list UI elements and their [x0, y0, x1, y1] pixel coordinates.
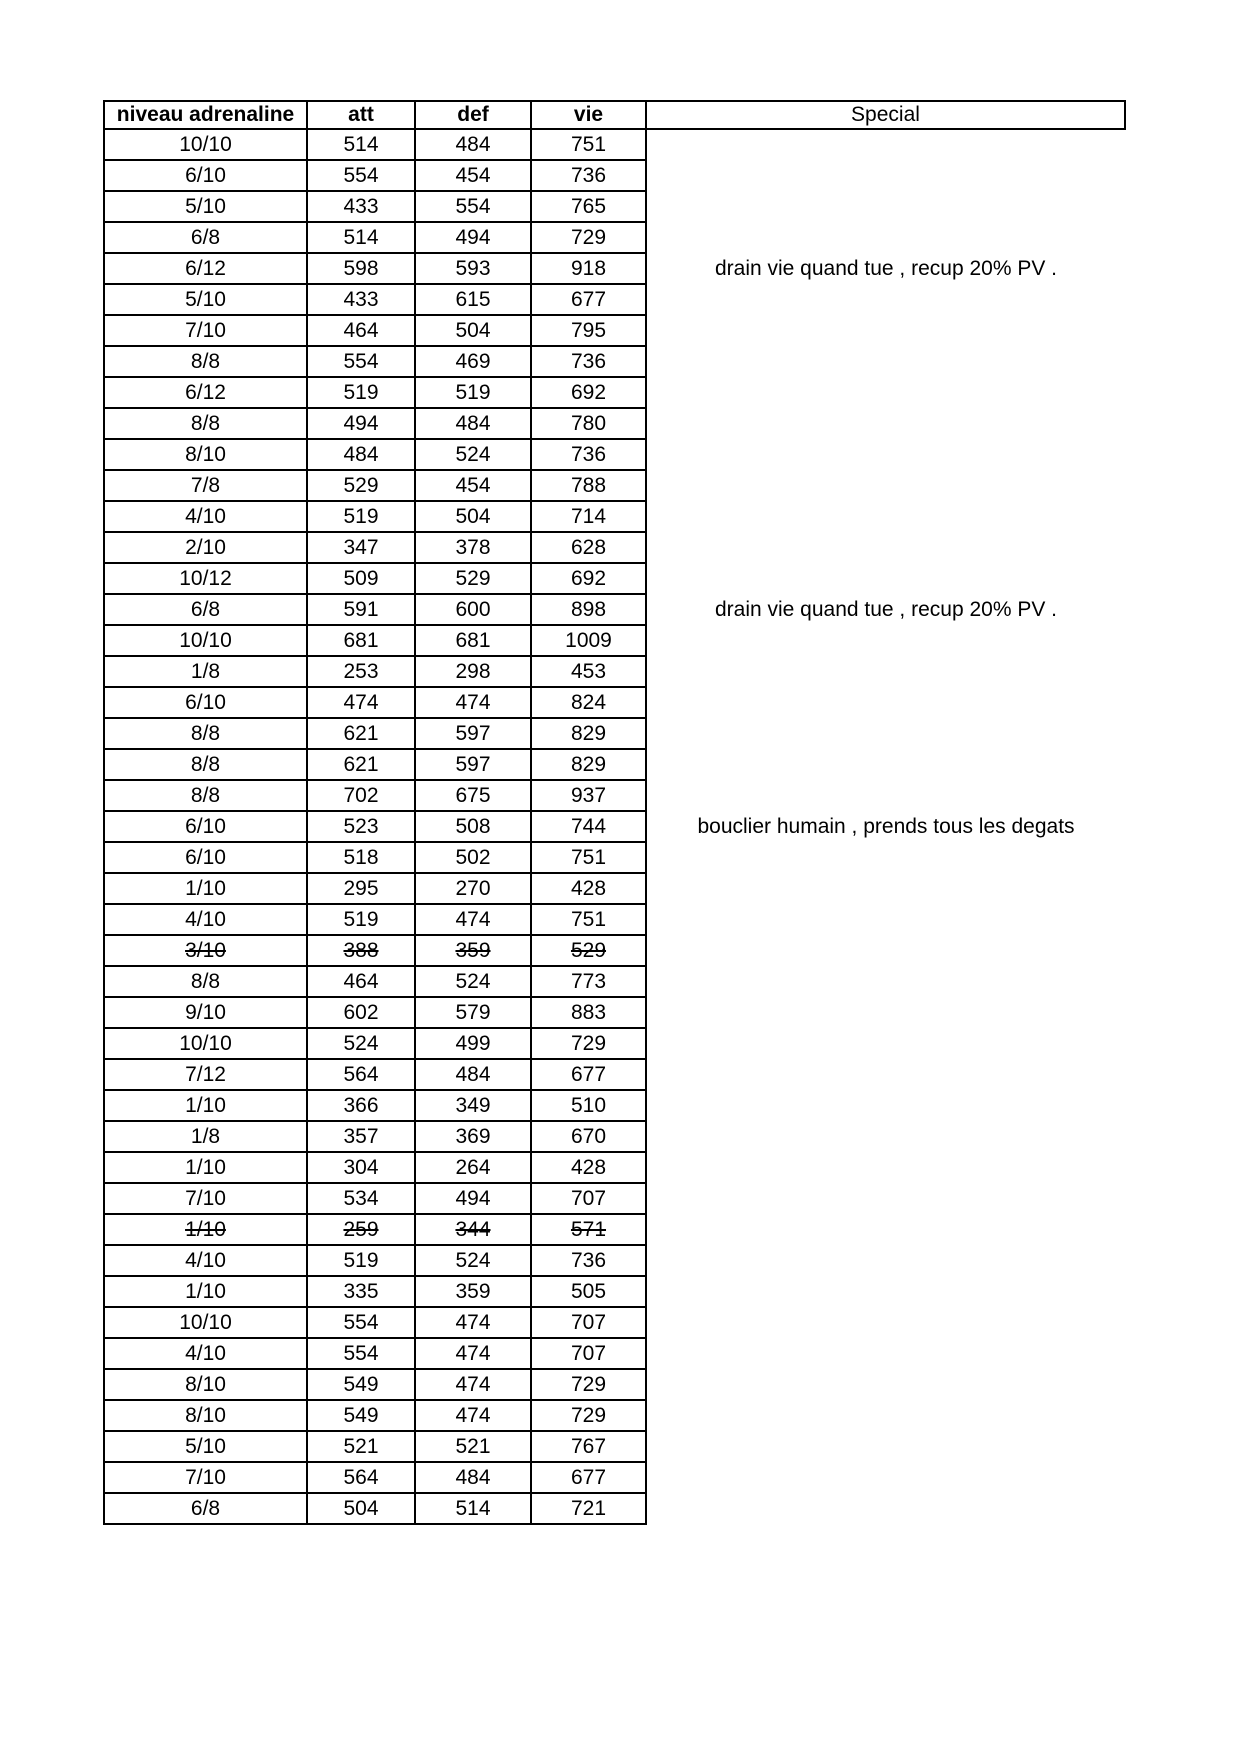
cell-vie: 898: [531, 594, 646, 625]
cell-niveau-adrenaline: 8/8: [104, 780, 307, 811]
cell-niveau-adrenaline: 6/10: [104, 687, 307, 718]
cell-att: 347: [307, 532, 415, 563]
cell-special: [646, 408, 1125, 439]
cell-special: [646, 1276, 1125, 1307]
cell-special: [646, 1400, 1125, 1431]
cell-def: 494: [415, 1183, 531, 1214]
cell-niveau-adrenaline: 8/10: [104, 1369, 307, 1400]
cell-att: 519: [307, 377, 415, 408]
cell-def: 474: [415, 1369, 531, 1400]
cell-niveau-adrenaline: 1/8: [104, 656, 307, 687]
cell-vie: 795: [531, 315, 646, 346]
table-row: [104, 315, 1125, 346]
cell-def: 369: [415, 1121, 531, 1152]
cell-vie: 692: [531, 563, 646, 594]
table-row: [104, 501, 1125, 532]
table-row: [104, 811, 1125, 842]
cell-def: 597: [415, 749, 531, 780]
adrenaline-stats-table: [103, 100, 1126, 1525]
cell-vie: 729: [531, 1400, 646, 1431]
table-row: [104, 129, 1125, 160]
cell-att: 253: [307, 656, 415, 687]
cell-att: 591: [307, 594, 415, 625]
cell-niveau-adrenaline: 7/12: [104, 1059, 307, 1090]
table-row: [104, 1431, 1125, 1462]
cell-niveau-adrenaline: 1/10: [104, 873, 307, 904]
cell-def: 524: [415, 1245, 531, 1276]
cell-niveau-adrenaline: 8/10: [104, 439, 307, 470]
cell-vie: 721: [531, 1493, 646, 1524]
table-row: [104, 1121, 1125, 1152]
cell-def: 474: [415, 687, 531, 718]
cell-att: 366: [307, 1090, 415, 1121]
cell-vie: 707: [531, 1338, 646, 1369]
cell-special: [646, 129, 1125, 160]
cell-vie: 1009: [531, 625, 646, 656]
cell-vie: 428: [531, 1152, 646, 1183]
cell-vie: 510: [531, 1090, 646, 1121]
cell-vie: 824: [531, 687, 646, 718]
cell-att: 598: [307, 253, 415, 284]
cell-special: [646, 1431, 1125, 1462]
cell-def: 469: [415, 346, 531, 377]
cell-special: [646, 1183, 1125, 1214]
cell-special: [646, 1059, 1125, 1090]
cell-special: [646, 1090, 1125, 1121]
cell-vie: 505: [531, 1276, 646, 1307]
table-row: [104, 1183, 1125, 1214]
cell-def: 474: [415, 1338, 531, 1369]
cell-vie: 729: [531, 1369, 646, 1400]
cell-vie: 937: [531, 780, 646, 811]
table-row: [104, 439, 1125, 470]
table-row: [104, 532, 1125, 563]
cell-vie: 883: [531, 997, 646, 1028]
cell-vie: 736: [531, 439, 646, 470]
cell-niveau-adrenaline: 7/10: [104, 1462, 307, 1493]
cell-vie: 707: [531, 1307, 646, 1338]
cell-att: 554: [307, 346, 415, 377]
cell-att: 494: [307, 408, 415, 439]
header-att: att: [307, 101, 415, 129]
cell-vie: 829: [531, 749, 646, 780]
table-row: [104, 718, 1125, 749]
table-row: [104, 377, 1125, 408]
cell-niveau-adrenaline: 4/10: [104, 904, 307, 935]
cell-niveau-adrenaline: 7/10: [104, 1183, 307, 1214]
table-row: [104, 160, 1125, 191]
cell-att: 484: [307, 439, 415, 470]
cell-att: 357: [307, 1121, 415, 1152]
cell-att: 549: [307, 1369, 415, 1400]
cell-att: 602: [307, 997, 415, 1028]
cell-vie: 767: [531, 1431, 646, 1462]
cell-special: [646, 656, 1125, 687]
cell-att: 554: [307, 1338, 415, 1369]
cell-att: 519: [307, 501, 415, 532]
cell-special: [646, 780, 1125, 811]
cell-special: [646, 997, 1125, 1028]
cell-special: [646, 222, 1125, 253]
cell-att: 474: [307, 687, 415, 718]
cell-att: 702: [307, 780, 415, 811]
cell-vie: 736: [531, 1245, 646, 1276]
cell-vie: 729: [531, 1028, 646, 1059]
cell-att: 621: [307, 749, 415, 780]
cell-vie: 736: [531, 346, 646, 377]
cell-def: 681: [415, 625, 531, 656]
cell-att: 433: [307, 284, 415, 315]
table-row: [104, 966, 1125, 997]
cell-att: 304: [307, 1152, 415, 1183]
table-row: [104, 1307, 1125, 1338]
cell-special: [646, 718, 1125, 749]
table-row: [104, 1400, 1125, 1431]
cell-special: [646, 160, 1125, 191]
header-niveau-adrenaline: niveau adrenaline: [104, 101, 307, 129]
table-row: [104, 1090, 1125, 1121]
cell-att: 681: [307, 625, 415, 656]
cell-vie: 829: [531, 718, 646, 749]
table-row: [104, 749, 1125, 780]
cell-niveau-adrenaline: 4/10: [104, 501, 307, 532]
cell-def: 600: [415, 594, 531, 625]
cell-niveau-adrenaline: 10/10: [104, 129, 307, 160]
cell-vie: 529: [531, 935, 646, 966]
table-row: [104, 1338, 1125, 1369]
cell-def: 484: [415, 1059, 531, 1090]
cell-att: 524: [307, 1028, 415, 1059]
table-row: [104, 1059, 1125, 1090]
table-row: [104, 1462, 1125, 1493]
table-row: [104, 470, 1125, 501]
cell-def: 454: [415, 160, 531, 191]
cell-niveau-adrenaline: 6/10: [104, 811, 307, 842]
cell-def: 499: [415, 1028, 531, 1059]
cell-def: 474: [415, 904, 531, 935]
cell-att: 554: [307, 1307, 415, 1338]
cell-niveau-adrenaline: 10/10: [104, 1307, 307, 1338]
cell-def: 521: [415, 1431, 531, 1462]
cell-att: 295: [307, 873, 415, 904]
cell-def: 524: [415, 966, 531, 997]
cell-att: 523: [307, 811, 415, 842]
cell-def: 349: [415, 1090, 531, 1121]
cell-vie: 729: [531, 222, 646, 253]
cell-vie: 765: [531, 191, 646, 222]
cell-niveau-adrenaline: 8/10: [104, 1400, 307, 1431]
table-row: [104, 1028, 1125, 1059]
cell-def: 593: [415, 253, 531, 284]
cell-att: 514: [307, 222, 415, 253]
cell-def: 484: [415, 1462, 531, 1493]
cell-niveau-adrenaline: 1/10: [104, 1090, 307, 1121]
cell-niveau-adrenaline: 1/10: [104, 1214, 307, 1245]
cell-def: 454: [415, 470, 531, 501]
cell-vie: 780: [531, 408, 646, 439]
cell-att: 549: [307, 1400, 415, 1431]
cell-special: [646, 625, 1125, 656]
table-row: [104, 191, 1125, 222]
cell-special: [646, 687, 1125, 718]
table-row: [104, 656, 1125, 687]
cell-vie: 744: [531, 811, 646, 842]
cell-niveau-adrenaline: 10/10: [104, 1028, 307, 1059]
cell-special: [646, 1028, 1125, 1059]
cell-def: 554: [415, 191, 531, 222]
cell-niveau-adrenaline: 5/10: [104, 1431, 307, 1462]
cell-special: [646, 439, 1125, 470]
table-row: [104, 1245, 1125, 1276]
cell-def: 359: [415, 1276, 531, 1307]
cell-att: 529: [307, 470, 415, 501]
cell-special: [646, 532, 1125, 563]
table-row: [104, 873, 1125, 904]
table-row: [104, 1276, 1125, 1307]
cell-special: [646, 346, 1125, 377]
cell-special: [646, 966, 1125, 997]
cell-att: 464: [307, 315, 415, 346]
cell-special: [646, 1462, 1125, 1493]
table-row: [104, 1369, 1125, 1400]
cell-special: [646, 501, 1125, 532]
cell-special: [646, 377, 1125, 408]
cell-def: 675: [415, 780, 531, 811]
cell-def: 615: [415, 284, 531, 315]
cell-vie: 751: [531, 904, 646, 935]
cell-att: 519: [307, 1245, 415, 1276]
cell-special: [646, 470, 1125, 501]
cell-niveau-adrenaline: 4/10: [104, 1245, 307, 1276]
cell-niveau-adrenaline: 1/8: [104, 1121, 307, 1152]
cell-def: 579: [415, 997, 531, 1028]
cell-att: 259: [307, 1214, 415, 1245]
cell-niveau-adrenaline: 6/8: [104, 594, 307, 625]
cell-special: drain vie quand tue , recup 20% PV .: [714, 256, 1058, 280]
table-row: [104, 687, 1125, 718]
cell-def: 359: [415, 935, 531, 966]
cell-niveau-adrenaline: 7/8: [104, 470, 307, 501]
cell-special: [646, 749, 1125, 780]
cell-special: [646, 1338, 1125, 1369]
cell-niveau-adrenaline: 1/10: [104, 1276, 307, 1307]
cell-niveau-adrenaline: 6/10: [104, 160, 307, 191]
cell-att: 554: [307, 160, 415, 191]
cell-vie: 751: [531, 129, 646, 160]
cell-def: 484: [415, 129, 531, 160]
cell-niveau-adrenaline: 8/8: [104, 749, 307, 780]
cell-special: [646, 935, 1125, 966]
cell-special: [646, 1245, 1125, 1276]
cell-vie: 692: [531, 377, 646, 408]
cell-def: 378: [415, 532, 531, 563]
cell-def: 529: [415, 563, 531, 594]
cell-att: 335: [307, 1276, 415, 1307]
cell-att: 521: [307, 1431, 415, 1462]
cell-niveau-adrenaline: 6/12: [104, 377, 307, 408]
cell-att: 388: [307, 935, 415, 966]
table-row: [104, 935, 1125, 966]
table-row: [104, 222, 1125, 253]
cell-att: 519: [307, 904, 415, 935]
cell-special: [646, 1493, 1125, 1524]
cell-def: 524: [415, 439, 531, 470]
table-row: [104, 997, 1125, 1028]
cell-special: [646, 904, 1125, 935]
table-row: [104, 625, 1125, 656]
cell-special: [646, 563, 1125, 594]
cell-def: 474: [415, 1307, 531, 1338]
cell-def: 502: [415, 842, 531, 873]
cell-special: [646, 873, 1125, 904]
cell-vie: 736: [531, 160, 646, 191]
cell-att: 564: [307, 1059, 415, 1090]
cell-def: 474: [415, 1400, 531, 1431]
header-special: Special: [646, 101, 1125, 129]
cell-special: [646, 191, 1125, 222]
cell-att: 433: [307, 191, 415, 222]
cell-niveau-adrenaline: 8/8: [104, 966, 307, 997]
cell-vie: 677: [531, 1462, 646, 1493]
cell-att: 534: [307, 1183, 415, 1214]
header-row: [104, 101, 1125, 129]
cell-niveau-adrenaline: 6/8: [104, 1493, 307, 1524]
cell-niveau-adrenaline: 5/10: [104, 191, 307, 222]
table-row: [104, 842, 1125, 873]
cell-vie: 677: [531, 284, 646, 315]
cell-niveau-adrenaline: 7/10: [104, 315, 307, 346]
cell-def: 508: [415, 811, 531, 842]
cell-def: 504: [415, 315, 531, 346]
cell-def: 504: [415, 501, 531, 532]
cell-def: 484: [415, 408, 531, 439]
table-row: [104, 284, 1125, 315]
cell-niveau-adrenaline: 8/8: [104, 408, 307, 439]
header-vie: vie: [531, 101, 646, 129]
cell-def: 519: [415, 377, 531, 408]
cell-niveau-adrenaline: 8/8: [104, 346, 307, 377]
cell-special: [646, 1214, 1125, 1245]
cell-special: bouclier humain , prends tous les degats: [697, 814, 1075, 838]
cell-special: [646, 842, 1125, 873]
cell-special: [646, 284, 1125, 315]
cell-niveau-adrenaline: 4/10: [104, 1338, 307, 1369]
cell-niveau-adrenaline: 10/10: [104, 625, 307, 656]
cell-def: 597: [415, 718, 531, 749]
cell-niveau-adrenaline: 1/10: [104, 1152, 307, 1183]
cell-att: 464: [307, 966, 415, 997]
cell-vie: 714: [531, 501, 646, 532]
cell-niveau-adrenaline: 8/8: [104, 718, 307, 749]
cell-att: 564: [307, 1462, 415, 1493]
cell-def: 270: [415, 873, 531, 904]
cell-def: 298: [415, 656, 531, 687]
cell-vie: 751: [531, 842, 646, 873]
cell-vie: 453: [531, 656, 646, 687]
table-row: [104, 408, 1125, 439]
table-row: [104, 780, 1125, 811]
table-row: [104, 904, 1125, 935]
cell-vie: 773: [531, 966, 646, 997]
cell-def: 514: [415, 1493, 531, 1524]
cell-vie: 677: [531, 1059, 646, 1090]
cell-vie: 670: [531, 1121, 646, 1152]
cell-def: 344: [415, 1214, 531, 1245]
cell-niveau-adrenaline: 6/8: [104, 222, 307, 253]
cell-att: 504: [307, 1493, 415, 1524]
table-row: [104, 563, 1125, 594]
header-def: def: [415, 101, 531, 129]
cell-special: drain vie quand tue , recup 20% PV .: [714, 597, 1058, 621]
cell-def: 494: [415, 222, 531, 253]
cell-niveau-adrenaline: 10/12: [104, 563, 307, 594]
cell-att: 518: [307, 842, 415, 873]
cell-special: [646, 1152, 1125, 1183]
cell-att: 514: [307, 129, 415, 160]
cell-vie: 788: [531, 470, 646, 501]
cell-special: [646, 1369, 1125, 1400]
cell-niveau-adrenaline: 5/10: [104, 284, 307, 315]
cell-niveau-adrenaline: 6/12: [104, 253, 307, 284]
table-body: [104, 129, 1125, 1524]
table-row: [104, 1493, 1125, 1524]
cell-vie: 428: [531, 873, 646, 904]
table-row: [104, 253, 1125, 284]
cell-vie: 918: [531, 253, 646, 284]
cell-niveau-adrenaline: 3/10: [104, 935, 307, 966]
cell-vie: 707: [531, 1183, 646, 1214]
cell-vie: 628: [531, 532, 646, 563]
stats-table: [103, 100, 1126, 1525]
table-row: [104, 1214, 1125, 1245]
table-row: [104, 594, 1125, 625]
cell-niveau-adrenaline: 6/10: [104, 842, 307, 873]
cell-niveau-adrenaline: 2/10: [104, 532, 307, 563]
cell-def: 264: [415, 1152, 531, 1183]
cell-special: [646, 315, 1125, 346]
table-row: [104, 346, 1125, 377]
cell-att: 621: [307, 718, 415, 749]
cell-special: [646, 1307, 1125, 1338]
cell-vie: 571: [531, 1214, 646, 1245]
table-row: [104, 1152, 1125, 1183]
cell-niveau-adrenaline: 9/10: [104, 997, 307, 1028]
cell-special: [646, 1121, 1125, 1152]
cell-att: 509: [307, 563, 415, 594]
